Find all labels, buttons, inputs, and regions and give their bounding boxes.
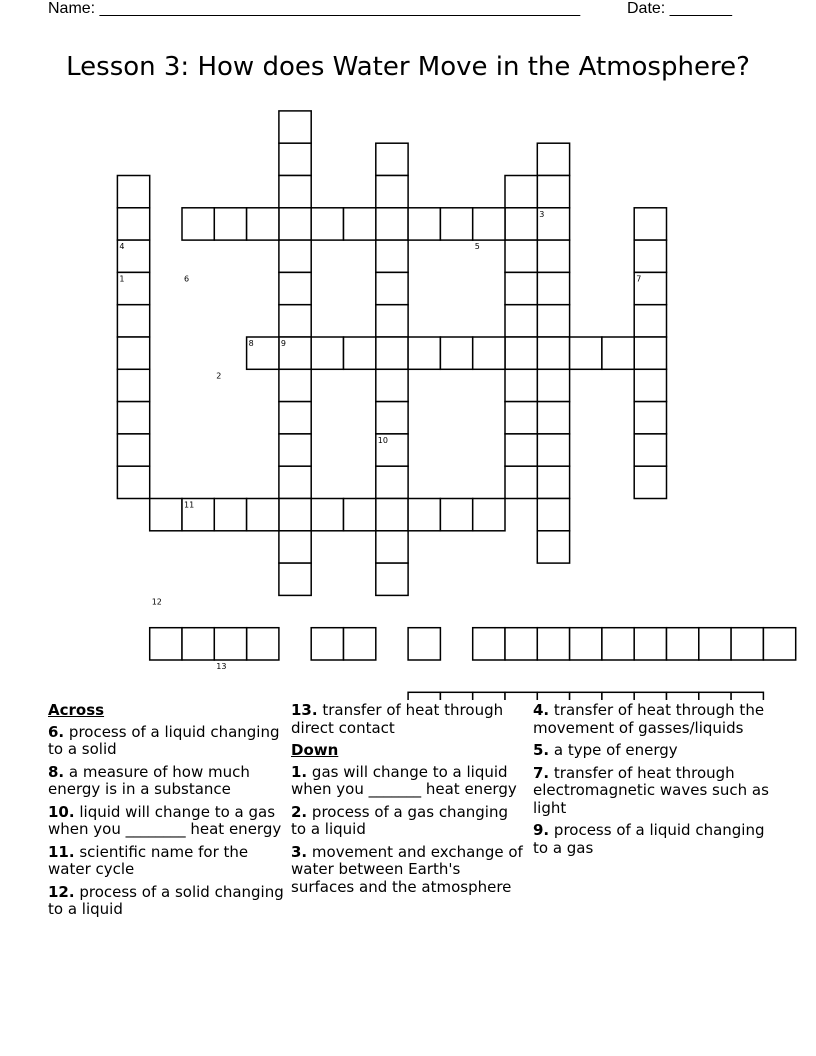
crossword-cell[interactable] [279, 563, 311, 595]
crossword-cell[interactable] [505, 272, 537, 304]
clue-number: 5. [533, 741, 550, 759]
crossword-cell[interactable] [634, 434, 666, 466]
crossword-cell[interactable] [279, 337, 311, 369]
crossword-cell[interactable] [376, 176, 408, 208]
crossword-cell[interactable] [408, 628, 440, 660]
crossword-cell[interactable] [311, 499, 343, 531]
clue-text: a measure of how much energy is in a substance [48, 762, 250, 798]
clue-text: process of a liquid changing to a gas [533, 821, 765, 857]
clue-number-label: 9 [280, 339, 286, 348]
crossword-cell[interactable] [634, 305, 666, 337]
crossword-cell[interactable] [634, 692, 666, 700]
crossword-cell[interactable] [505, 369, 537, 401]
crossword-cell[interactable] [537, 272, 569, 304]
crossword-cell[interactable] [344, 208, 376, 240]
crossword-cell[interactable] [408, 337, 440, 369]
down-clue [533, 822, 769, 857]
down-clue [291, 844, 527, 897]
crossword-cell[interactable] [214, 208, 246, 240]
crossword-cell[interactable] [311, 628, 343, 660]
clue-column-3 [533, 702, 769, 862]
clue-number: 9. [533, 821, 550, 839]
crossword-cell[interactable] [408, 692, 440, 700]
clue-text: scientific name for the water cycle [48, 842, 249, 878]
clue-text: process of a solid changing to a liquid [48, 882, 284, 918]
crossword-cell[interactable] [279, 208, 311, 240]
crossword-cell[interactable] [505, 434, 537, 466]
crossword-cell[interactable] [279, 240, 311, 272]
crossword-cell[interactable] [279, 111, 311, 143]
clue-text: process of a liquid changing to a solid [48, 722, 280, 758]
crossword-cell[interactable] [537, 305, 569, 337]
crossword-cell[interactable] [537, 628, 569, 660]
crossword-cell[interactable] [279, 499, 311, 531]
across-clue [291, 702, 527, 737]
crossword-cell[interactable] [117, 305, 149, 337]
down-clue [533, 742, 769, 760]
crossword-cell[interactable] [376, 499, 408, 531]
clue-number-label: 3 [539, 209, 545, 219]
crossword-cell[interactable] [344, 499, 376, 531]
crossword-cell[interactable] [247, 499, 279, 531]
crossword-cell[interactable] [473, 499, 505, 531]
crossword-cell[interactable] [440, 499, 472, 531]
crossword-cell[interactable] [279, 402, 311, 434]
crossword-cell[interactable] [117, 434, 149, 466]
crossword-cell[interactable] [505, 337, 537, 369]
crossword-cell[interactable] [634, 369, 666, 401]
crossword-cell[interactable] [537, 434, 569, 466]
crossword-cell[interactable] [182, 208, 214, 240]
crossword-cell[interactable] [634, 337, 666, 369]
crossword-cell[interactable] [473, 692, 505, 700]
crossword-cell[interactable] [473, 208, 505, 240]
crossword-cell[interactable] [279, 369, 311, 401]
crossword-cell[interactable] [214, 628, 246, 660]
down-clue [533, 765, 769, 818]
crossword-cell[interactable] [279, 272, 311, 304]
crossword-cell[interactable] [376, 531, 408, 563]
across-clue [48, 804, 284, 839]
crossword-cell[interactable] [247, 628, 279, 660]
crossword-cell[interactable] [505, 176, 537, 208]
name-field-label: Name: ______________________________________________________ [48, 0, 581, 17]
clue-number-label: 4 [119, 242, 125, 252]
crossword-cell[interactable] [763, 628, 795, 660]
crossword-cell[interactable] [376, 240, 408, 272]
crossword-cell[interactable] [376, 369, 408, 401]
clue-number: 13. [291, 701, 318, 719]
clue-text: movement and exchange of water between Earth's surfaces and the atmosphere [291, 842, 523, 896]
clue-number-label: 11 [184, 500, 195, 510]
crossword-cell[interactable] [731, 628, 763, 660]
crossword-cell[interactable] [376, 434, 408, 466]
crossword-cell[interactable] [408, 499, 440, 531]
crossword-cell[interactable] [634, 402, 666, 434]
clue-number-label: 1 [119, 274, 125, 284]
clue-column-1 [48, 702, 284, 924]
crossword-cell[interactable] [408, 208, 440, 240]
crossword-cell[interactable] [537, 240, 569, 272]
clue-number-label: 12 [151, 597, 162, 607]
crossword-cell[interactable] [473, 337, 505, 369]
crossword-cell[interactable] [537, 531, 569, 563]
crossword-cell[interactable] [376, 337, 408, 369]
clue-number-label: 2 [216, 371, 222, 381]
clue-number: 8. [48, 762, 65, 781]
clue-number: 12. [48, 882, 75, 901]
down-clue [291, 804, 527, 839]
crossword-cell[interactable] [634, 628, 666, 660]
clue-number: 7. [533, 763, 550, 782]
crossword-cell[interactable] [440, 337, 472, 369]
crossword-cell[interactable] [376, 208, 408, 240]
crossword-cell[interactable] [537, 499, 569, 531]
crossword-cell[interactable] [537, 369, 569, 401]
clue-number-label: 7 [636, 274, 642, 284]
crossword-cell[interactable] [602, 628, 634, 660]
across-clue [48, 844, 284, 879]
across-clue [48, 724, 284, 759]
crossword-cell[interactable] [537, 208, 569, 240]
crossword-cell[interactable] [279, 305, 311, 337]
crossword-cell[interactable] [505, 402, 537, 434]
crossword-cell[interactable] [505, 628, 537, 660]
crossword-cell[interactable] [279, 466, 311, 498]
clue-number: 3. [291, 842, 308, 861]
across-clue [48, 764, 284, 799]
crossword-cell[interactable] [440, 208, 472, 240]
crossword-cell[interactable] [182, 628, 214, 660]
crossword-cell[interactable] [279, 434, 311, 466]
crossword-cell[interactable] [505, 240, 537, 272]
clue-text: transfer of heat through direct contact [291, 701, 504, 737]
crossword-cell[interactable] [634, 208, 666, 240]
crossword-cell[interactable] [247, 208, 279, 240]
crossword-cell[interactable] [279, 176, 311, 208]
crossword-cell[interactable] [214, 499, 246, 531]
crossword-cell[interactable] [602, 692, 634, 700]
crossword-cell[interactable] [247, 337, 279, 369]
across-heading: Across [48, 701, 105, 719]
crossword-cell[interactable] [279, 143, 311, 175]
crossword-cell[interactable] [344, 337, 376, 369]
crossword-cell[interactable] [117, 208, 149, 240]
crossword-cell[interactable] [570, 628, 602, 660]
page-title: Lesson 3: How does Water Move in the Atmosphere? [66, 52, 750, 82]
crossword-cell[interactable] [699, 628, 731, 660]
down-heading: Down [291, 741, 339, 759]
clue-number: 4. [533, 701, 550, 719]
crossword-cell[interactable] [311, 208, 343, 240]
crossword-cell[interactable] [117, 466, 149, 498]
clue-text: transfer of heat through the movement of gasses/liquids [533, 701, 765, 737]
crossword-cell[interactable] [117, 176, 149, 208]
crossword-cell[interactable] [376, 563, 408, 595]
crossword-cell[interactable] [537, 143, 569, 175]
clue-number: 2. [291, 802, 308, 821]
crossword-cell[interactable] [376, 143, 408, 175]
clue-number: 10. [48, 802, 75, 821]
crossword-cell[interactable] [505, 208, 537, 240]
crossword-cell[interactable] [537, 692, 569, 700]
crossword-cell[interactable] [505, 305, 537, 337]
crossword-cell[interactable] [667, 692, 699, 700]
crossword-cell[interactable] [570, 692, 602, 700]
crossword-cell[interactable] [570, 337, 602, 369]
crossword-cell[interactable] [634, 240, 666, 272]
clue-text: gas will change to a liquid when you _______ heat energy [291, 762, 517, 798]
crossword-cell[interactable] [117, 369, 149, 401]
crossword-cell[interactable] [117, 402, 149, 434]
clue-number-label: 5 [474, 242, 480, 252]
crossword-cell[interactable] [117, 240, 149, 272]
crossword-cell[interactable] [505, 466, 537, 498]
crossword-cell[interactable] [376, 402, 408, 434]
crossword-cell[interactable] [440, 692, 472, 700]
crossword-cell[interactable] [731, 692, 763, 700]
across-clue [48, 884, 284, 919]
crossword-cell[interactable] [344, 628, 376, 660]
crossword-cell[interactable] [667, 628, 699, 660]
crossword-cell[interactable] [150, 499, 182, 531]
down-clue [533, 702, 769, 737]
crossword-cell[interactable] [537, 337, 569, 369]
crossword-cell[interactable] [376, 466, 408, 498]
clue-number: 6. [48, 722, 65, 741]
clue-number-label: 13 [216, 662, 227, 671]
clue-column-2 [291, 702, 527, 901]
crossword-cell[interactable] [473, 628, 505, 660]
clue-number: 1. [291, 762, 308, 781]
clue-number-label: 8 [248, 339, 254, 348]
clue-number: 11. [48, 842, 75, 861]
crossword-cell[interactable] [376, 305, 408, 337]
clue-text: a type of energy [553, 741, 678, 759]
crossword-cell[interactable] [634, 272, 666, 304]
crossword-cell[interactable] [602, 337, 634, 369]
clue-text: transfer of heat through electromagnetic waves such as light [533, 763, 769, 817]
crossword-cell[interactable] [150, 628, 182, 660]
clue-number-label: 10 [377, 435, 388, 445]
crossword-cell[interactable] [537, 402, 569, 434]
crossword-cell[interactable] [634, 466, 666, 498]
crossword-cell[interactable] [182, 499, 214, 531]
date-field-label: Date: _______ [627, 0, 732, 17]
crossword-cell[interactable] [537, 466, 569, 498]
crossword-cell[interactable] [311, 337, 343, 369]
crossword-cell[interactable] [699, 692, 731, 700]
clue-number-label: 6 [184, 274, 190, 284]
crossword-cell[interactable] [117, 337, 149, 369]
crossword-cell[interactable] [117, 272, 149, 304]
crossword-cell[interactable] [537, 176, 569, 208]
clue-text: liquid will change to a gas when you ________ heat energy [48, 802, 282, 838]
crossword-cell[interactable] [279, 531, 311, 563]
clue-text: process of a gas changing to a liquid [291, 802, 508, 838]
crossword-cell[interactable] [505, 692, 537, 700]
crossword-cell[interactable] [376, 272, 408, 304]
down-clue [291, 764, 527, 799]
